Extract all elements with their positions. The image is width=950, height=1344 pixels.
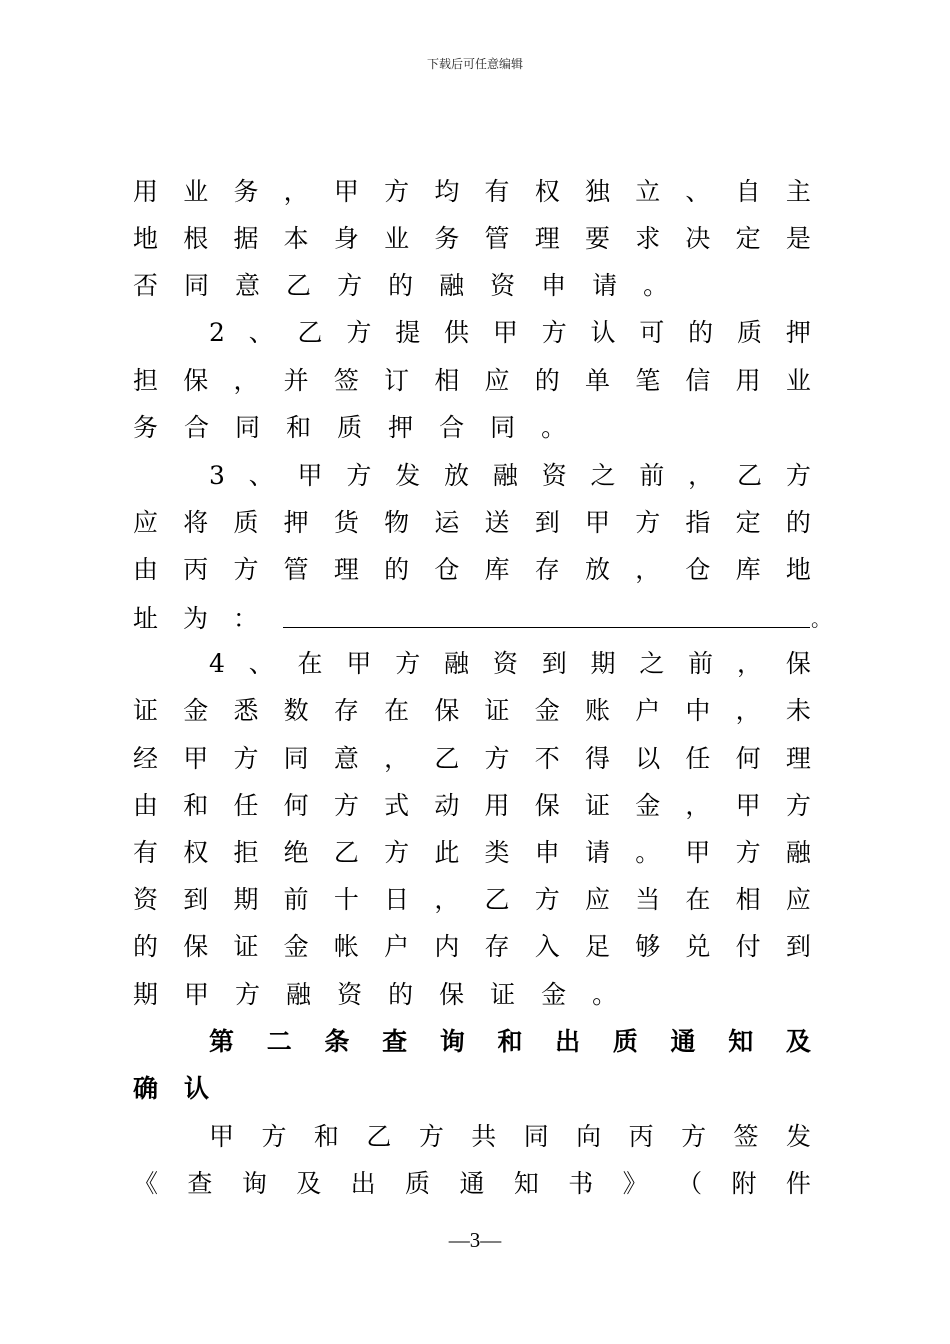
page-header: 下载后可任意编辑 [426, 57, 523, 71]
address-blank-line [283, 627, 810, 628]
page-number: —3— [448, 1228, 502, 1252]
text-line: 证 金 悉 数 存 在 保 证 金 账 户 中 ， 未 [133, 696, 811, 725]
address-label: 址 为 ： [133, 604, 259, 633]
text-line: 应 将 质 押 货 物 运 送 到 甲 方 指 定 的 [133, 508, 811, 537]
text-line: 经 甲 方 同 意 ， 乙 方 不 得 以 任 何 理 [133, 744, 811, 773]
text-line: 第 二 条 查 询 和 出 质 通 知 及 [209, 1027, 811, 1056]
text-line: 担 保 ， 并 签 订 相 应 的 单 笔 信 用 业 [133, 366, 811, 395]
text-line: 地 根 据 本 身 业 务 管 理 要 求 决 定 是 [133, 224, 811, 253]
text-line: 《 查 询 及 出 质 通 知 书 》 （ 附 件 [133, 1169, 811, 1198]
text-line: 由 和 任 何 方 式 动 用 保 证 金 ， 甲 方 [133, 791, 811, 820]
warehouse-address-row [133, 603, 833, 635]
text-line: 的 保 证 金 帐 户 内 存 入 足 够 兑 付 到 [133, 932, 811, 961]
text-line: 用 业 务 ， 甲 方 均 有 权 独 立 、 自 主 [133, 177, 811, 206]
text-line: 4 、 在 甲 方 融 资 到 期 之 前 ， 保 [209, 649, 811, 678]
text-line: 资 到 期 前 十 日 ， 乙 方 应 当 在 相 应 [133, 885, 811, 914]
address-end-mark: 。 [811, 607, 831, 631]
text-line: 有 权 拒 绝 乙 方 此 类 申 请 。 甲 方 融 [133, 838, 811, 867]
text-line: 2 、 乙 方 提 供 甲 方 认 可 的 质 押 [209, 318, 811, 347]
text-line: 3 、 甲 方 发 放 融 资 之 前 ， 乙 方 [209, 461, 811, 490]
text-line: 否 同 意 乙 方 的 融 资 申 请 。 [133, 271, 669, 300]
text-line: 由 丙 方 管 理 的 仓 库 存 放 ， 仓 库 地 [133, 555, 811, 584]
text-line: 确 认 [133, 1074, 210, 1103]
text-line: 务 合 同 和 质 押 合 同 。 [133, 413, 567, 442]
text-line: 甲 方 和 乙 方 共 同 向 丙 方 签 发 [209, 1122, 811, 1151]
text-line: 期 甲 方 融 资 的 保 证 金 。 [133, 980, 618, 1009]
